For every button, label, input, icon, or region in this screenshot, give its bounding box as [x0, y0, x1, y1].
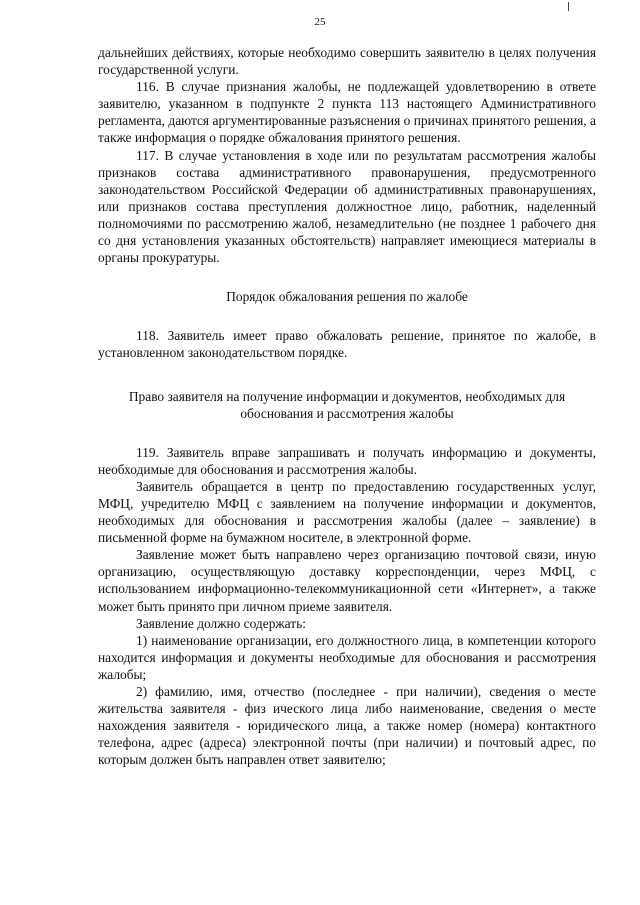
paragraph-116: 116. В случае признания жалобы, не подлежащей удовлетворению в ответе заявителю, указанном в подпункте 2 пункта 113 настоящего Административного регламента, даются аргументированные разъяснения о причинах принятого решения, а также информация о порядке обжалования принятого решения. [98, 79, 596, 146]
list-item-1: 1) наименование организации, его должностного лица, в компетенции которого находится информация и документы необходимые для обоснования и рассмотрения жалобы; [98, 632, 596, 682]
scan-mark [568, 2, 569, 11]
section-heading-appeal-order: Порядок обжалования решения по жалобе [226, 289, 468, 305]
paragraph-application-delivery: Заявление может быть направлено через организацию почтовой связи, иную организацию, осуществляющую доставку корреспонденции, через МФЦ, с использованием информационно-телекоммуникационной сети «Интернет», а также может быть принято при личном приеме заявителя. [98, 547, 596, 614]
paragraph-continuation: дальнейших действиях, которые необходимо совершить заявителю в целях получения государственной услуги. [98, 45, 596, 78]
paragraph-118: 118. Заявитель имеет право обжаловать решение, принятое по жалобе, в установленном законодательством порядке. [98, 328, 596, 361]
paragraph-119: 119. Заявитель вправе запрашивать и получать информацию и документы, необходимые для обоснования и рассмотрения жалобы. [98, 444, 596, 477]
paragraph-117: 117. В случае установления в ходе или по результатам рассмотрения жалобы признаков состава административного правонарушения, предусмотренного законодательством Российской Федерации об административных правонарушениях, или признаков состава преступления должностное лицо, работник, наделенный полномочиями по рассмотрению жалоб, незамедлительно (не позднее 1 рабочего дня со дня установления указанных обстоятельств) направляет имеющиеся материалы в органы прокуратуры. [98, 147, 596, 266]
document-body [98, 44, 596, 768]
list-item-2: 2) фамилию, имя, отчество (последнее - при наличии), сведения о месте жительства заявителя - физ ического лица либо наименование, сведения о месте нахождения заявителя - юридического лица, а также номер (номера) контактного телефона, адрес (адреса) электронной почты (при наличии) и почтовый адрес, по которым должен быть направлен ответ заявителю; [98, 684, 596, 768]
page-number: 25 [314, 16, 326, 28]
paragraph-application-contents-intro: Заявление должно содержать: [136, 615, 306, 631]
section-heading-right-to-information: Право заявителя на получение информации и документов, необходимых для обоснования и рассмотрения жалобы [128, 388, 566, 421]
paragraph-application-submission: Заявитель обращается в центр по предоставлению государственных услуг, МФЦ, учредителю МФЦ с заявлением на получение информации и документов, необходимых для обоснования и рассмотрения жалобы (далее – заявление) в письменной форме на бумажном носителе, в электронной форме. [98, 478, 596, 546]
